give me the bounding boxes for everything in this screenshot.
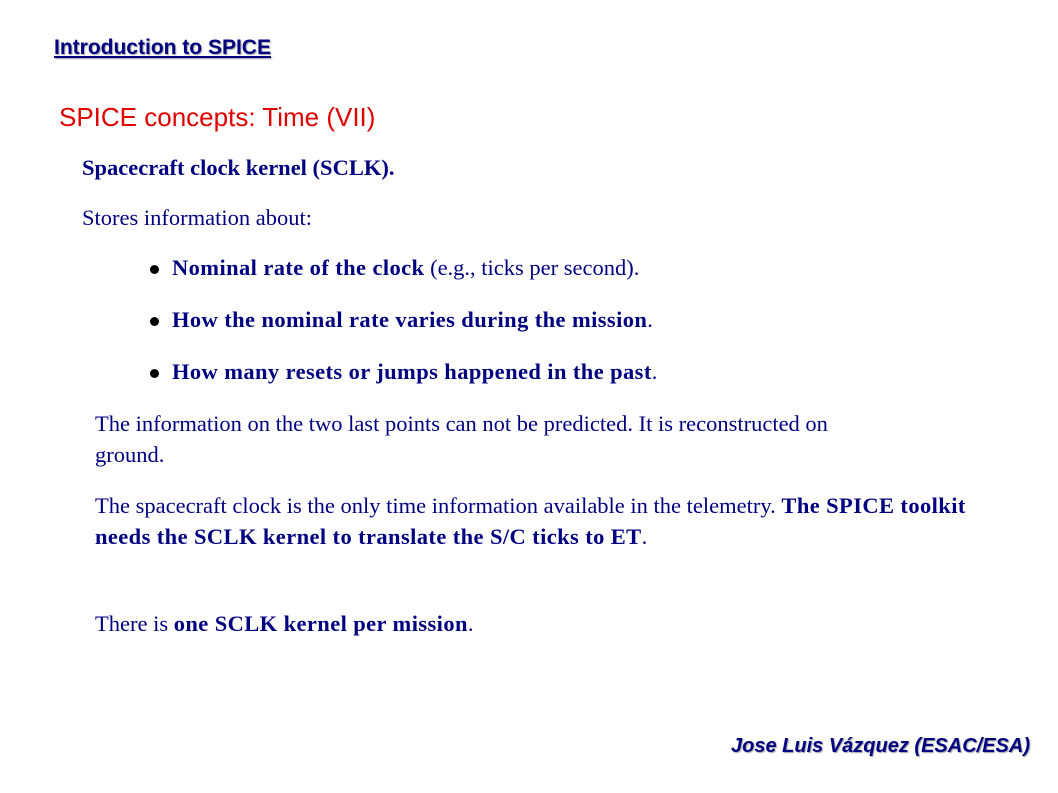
slide-title: SPICE concepts: Time (VII) [59,102,376,132]
bullet-text: (e.g., ticks per second). [424,255,640,280]
list-item [150,255,657,307]
bullet-bold-text: Nominal rate of the clock [172,255,425,280]
slide-subtitle: Spacecraft clock kernel (SCLK). [82,155,395,180]
paragraph-telemetry [95,490,1005,552]
paragraph-bold-text: one SCLK kernel per mission [173,611,468,636]
bullet-dot-icon [150,369,159,378]
intro-text: Stores information about: [82,205,312,230]
bullet-dot-icon [150,265,159,274]
paragraph-per-mission [95,608,474,639]
paragraph-prediction: The information on the two last points can not be predicted. It is reconstructed on ground. [95,411,828,467]
bullet-bold-text: How the nominal rate varies during the mission [172,307,648,332]
footer-author: Jose Luis Vázquez (ESAC/ESA) [731,735,1030,757]
bullet-list [150,255,657,411]
paragraph-end: . [467,611,474,636]
list-item [150,359,657,411]
paragraph-bold-text: The SPICE toolkit needs the SCLK kernel to translate the S/C ticks to ET [95,493,966,549]
list-item [150,307,657,359]
bullet-text: . [647,307,653,332]
paragraph-text: The spacecraft clock is the only time information available in the telemetry. [95,493,782,518]
paragraph-end: . [641,524,648,549]
paragraph-text: There is [95,611,174,636]
bullet-dot-icon [150,317,159,326]
bullet-bold-text: How many resets or jumps happened in the past [172,359,652,384]
header-title: Introduction to SPICE [54,36,271,59]
bullet-text: . [651,359,658,384]
